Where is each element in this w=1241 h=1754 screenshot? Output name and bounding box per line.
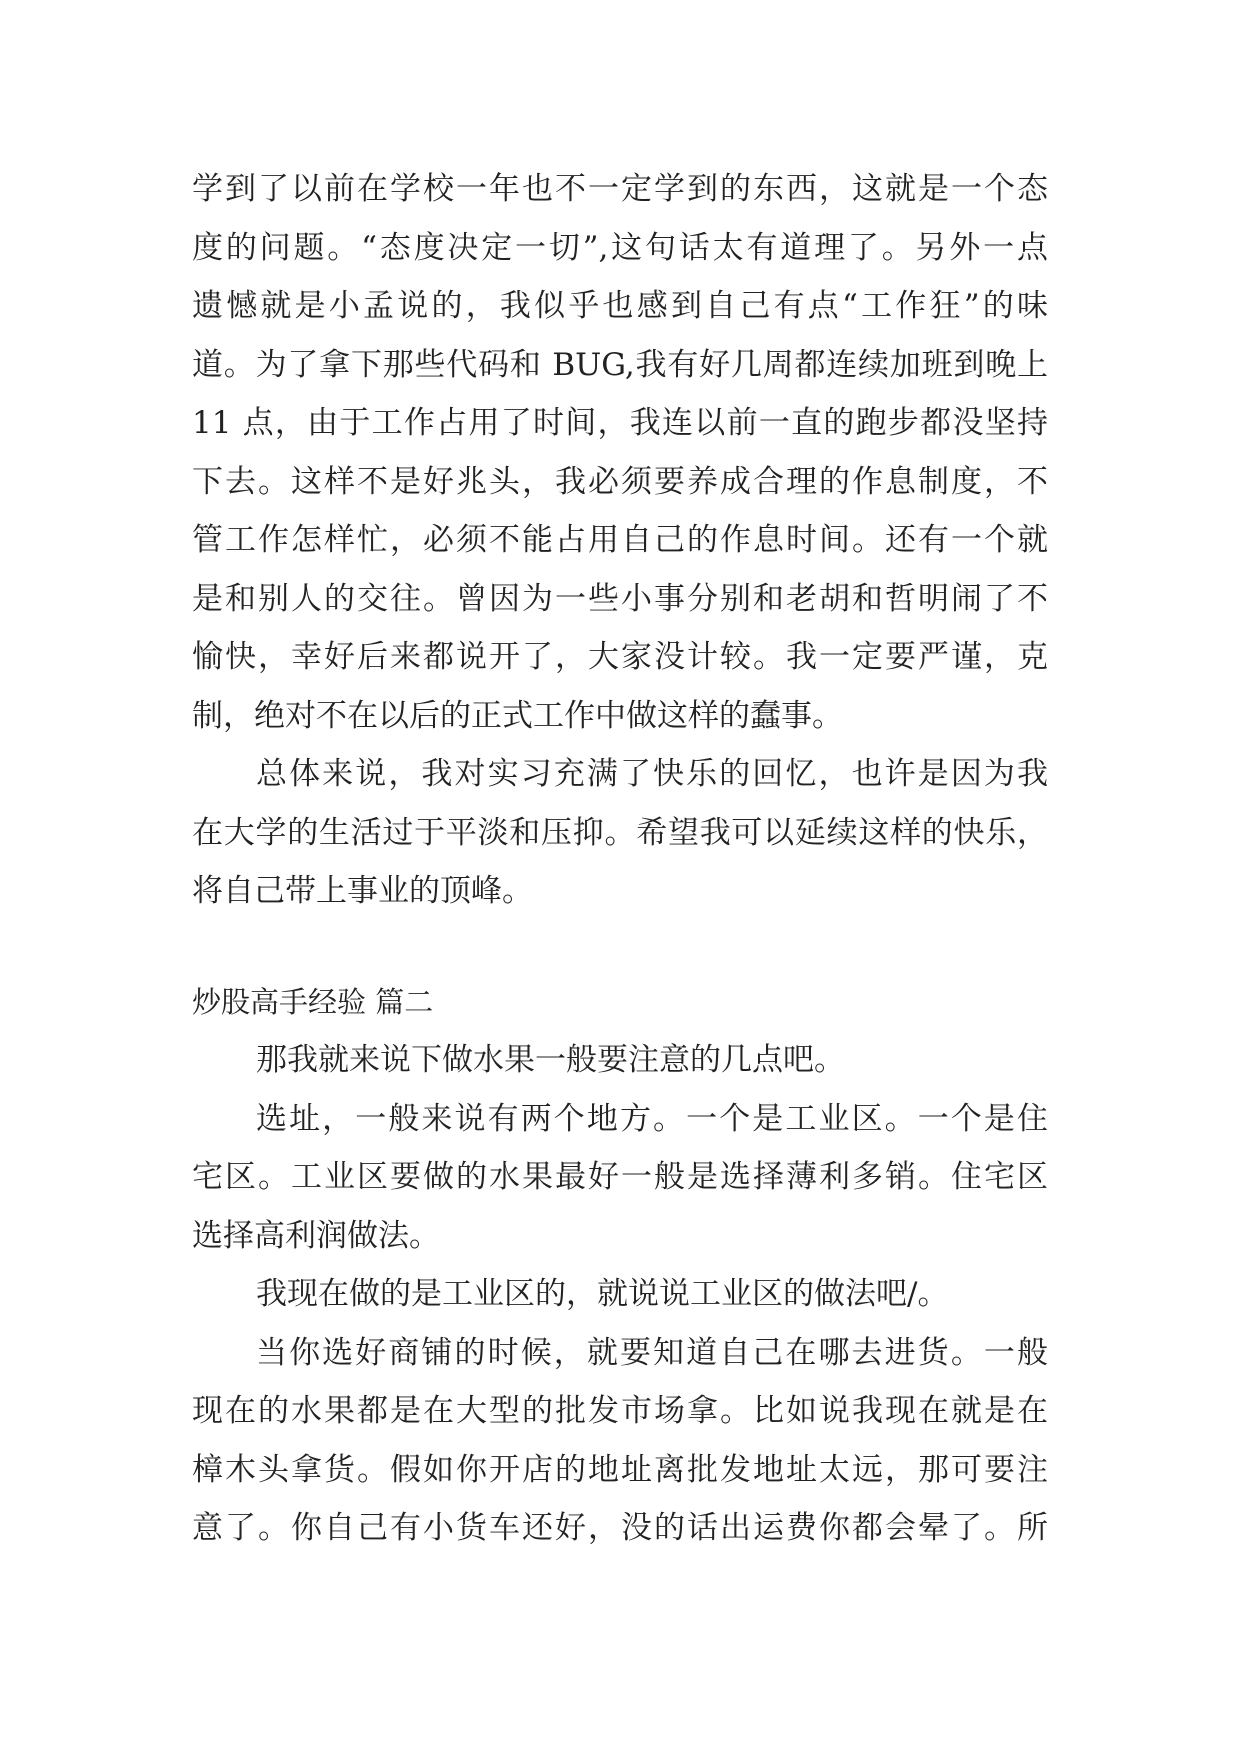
text-line: 总体来说，我对实习充满了快乐的回忆，也许是因为我 — [256, 756, 1048, 792]
text-line: 下去。这样不是好兆头，我必须要养成合理的作息制度，不 — [192, 463, 1048, 500]
text-line: 遗憾就是小孟说的，我似乎也感到自己有点“工作狂”的味 — [192, 288, 1048, 324]
text-line: 那我就来说下做水果一般要注意的几点吧。 — [256, 1042, 845, 1078]
text-line: 度的问题。“态度决定一切”,这句话太有道理了。另外一点 — [192, 229, 1048, 266]
document-body — [192, 160, 1048, 1558]
text-line: 樟木头拿货。假如你开店的地址离批发地址太远，那可要注 — [192, 1451, 1048, 1488]
section-heading: 炒股高手经验 篇二 — [192, 984, 434, 1019]
text-line: 愉快，幸好后来都说开了，大家没计较。我一定要严谨，克 — [192, 639, 1048, 675]
text-line: 是和别人的交往。曾因为一些小事分别和老胡和哲明闹了不 — [192, 580, 1048, 617]
text-line: 学到了以前在学校一年也不一定学到的东西，这就是一个态 — [192, 171, 1048, 207]
section-spacer — [192, 921, 1048, 973]
text-line: 当你选好商铺的时候，就要知道自己在哪去进货。一般 — [256, 1334, 1048, 1371]
text-line: 选择高利润做法。 — [192, 1217, 440, 1254]
text-line: 现在的水果都是在大型的批发市场拿。比如说我现在就是在 — [192, 1393, 1048, 1429]
text-line: 制，绝对不在以后的正式工作中做这样的蠢事。 — [192, 697, 843, 734]
text-line: 选址，一般来说有两个地方。一个是工业区。一个是住 — [256, 1100, 1048, 1137]
paragraph-4 — [192, 1090, 1048, 1266]
text-line: 在大学的生活过于平淡和压抑。希望我可以延续这样的快乐， — [192, 814, 1048, 851]
text-line: 宅区。工业区要做的水果最好一般是选择薄利多销。住宅区 — [192, 1159, 1048, 1195]
text-line: 管工作怎样忙，必须不能占用自己的作息时间。还有一个就 — [192, 522, 1048, 558]
text-line: 道。为了拿下那些代码和 BUG,我有好几周都连续加班到晚上 — [192, 346, 1048, 383]
text-line: 11 点，由于工作占用了时间，我连以前一直的跑步都没坚持 — [192, 405, 1048, 441]
paragraph-6 — [192, 1324, 1048, 1558]
paragraph-2 — [192, 745, 1048, 921]
text-line: 意了。你自己有小货车还好，没的话出运费你都会晕了。所 — [192, 1510, 1048, 1546]
text-line: 我现在做的是工业区的，就说说工业区的做法吧/。 — [256, 1276, 949, 1312]
paragraph-3 — [192, 1031, 1048, 1090]
paragraph-5 — [192, 1265, 1048, 1324]
paragraph-1 — [192, 160, 1048, 745]
text-line: 将自己带上事业的顶峰。 — [192, 873, 533, 909]
